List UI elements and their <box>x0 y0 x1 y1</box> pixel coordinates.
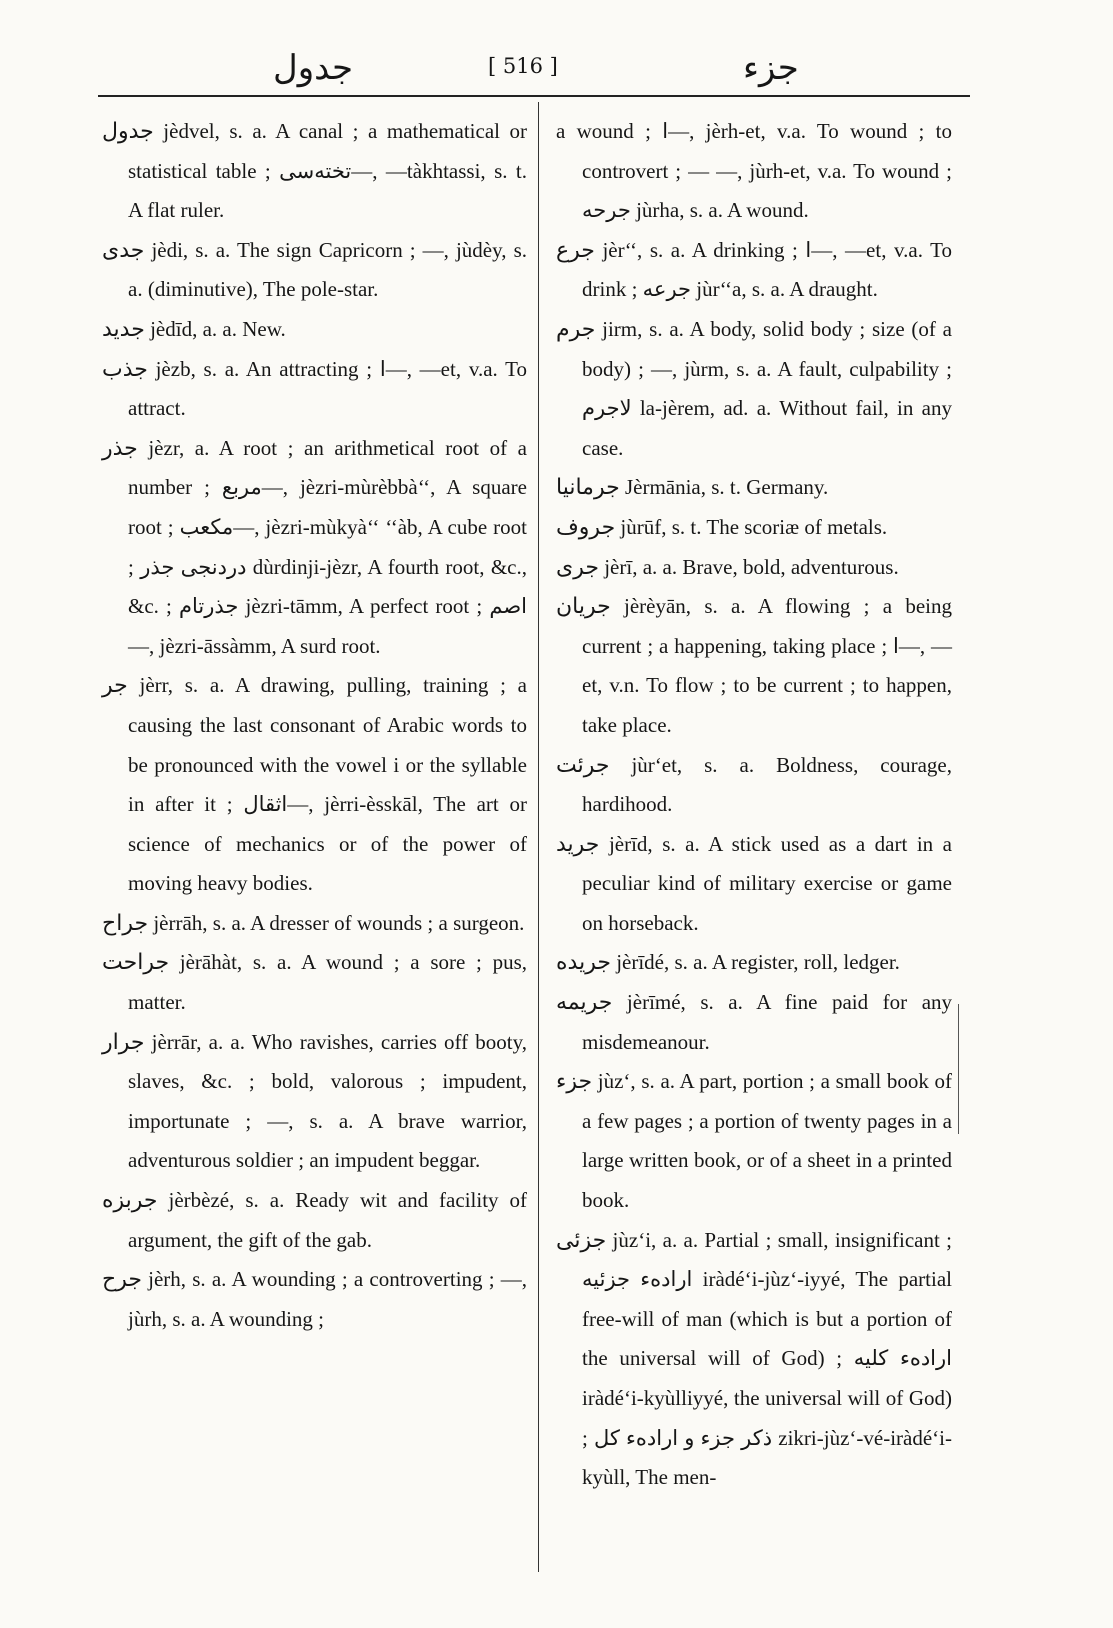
entry-text: jèrīd, s. a. A stick used as a dart in a peculiar kind of military exercise or game on horseback. <box>582 831 952 935</box>
entry-text: jèrīdé, s. a. A register, roll, ledger. <box>616 950 900 975</box>
entry-text: Jèrmānia, s. t. Germany. <box>624 475 829 500</box>
margin-mark <box>958 1004 959 1134</box>
entry-headword: جذب <box>102 356 148 382</box>
entry-text: jèrh, s. a. A wounding ; a controverting ; —, jùrh, s. a. A wounding ; <box>128 1267 527 1331</box>
entry-headword: جرمانيا <box>556 475 620 501</box>
dictionary-entry <box>556 1221 952 1498</box>
entry-text: jèzr, a. A root ; an arithmetical root of a number ; مربع—, jèzri-mùrèbbà‘‘, A square root ; مكعب—, jèzri-mùkyà‘‘ ‘‘àb, A cube root ; دردنجى جذر dùrdinji-jèzr, A fourth root, &c., &c. ; جذرتام jèzri-tāmm, A perfect root ; اصم—, jèzri-āssàmm, A surd root. <box>128 435 527 658</box>
dictionary-entry <box>556 310 952 468</box>
entry-text: jèrbèzé, s. a. Ready wit and facility of argument, the gift of the gab. <box>128 1188 528 1252</box>
dictionary-entry <box>102 429 527 667</box>
entry-text: jèr‘‘, s. a. A drinking ; ا—, —et, v.a. To drink ; جرعه jùr‘‘a, s. a. A draught. <box>582 237 952 302</box>
entry-headword: جرار <box>102 1029 145 1055</box>
dictionary-entry <box>556 587 952 745</box>
entry-headword: جروف <box>556 514 616 540</box>
dictionary-entry <box>102 1260 527 1339</box>
entry-headword: جر <box>102 673 128 699</box>
entry-headword: جربزه <box>102 1188 158 1214</box>
dictionary-entry <box>102 1023 527 1181</box>
entry-headword: جرح <box>102 1267 142 1293</box>
entry-headword: جزئى <box>556 1227 607 1253</box>
dictionary-entry <box>102 666 527 904</box>
page-number: [ 516 ] <box>488 54 558 78</box>
header-right-word: جزء <box>743 48 799 88</box>
dictionary-entry <box>556 943 952 983</box>
entry-text: jùr‘et, s. a. Boldness, courage, hardihood. <box>582 752 952 817</box>
dictionary-entry <box>556 548 952 588</box>
entry-text: a wound ; ا—, jèrh-et, v.a. To wound ; to controvert ; — —, jùrh-et, v.a. To wound ; جرحه jùrha, s. a. A wound. <box>556 119 952 223</box>
entry-headword: جراحت <box>102 950 170 976</box>
dictionary-entry <box>102 350 527 429</box>
entry-text: jèrr, s. a. A drawing, pulling, training ; a causing the last consonant of Arabic words to be pronounced with the vowel i or the syllable in after it ; اثقال—, jèrri-èsskāl, The art or science of mechanics or of the power of moving heavy bodies. <box>128 673 527 896</box>
dictionary-entry <box>102 904 527 944</box>
entry-headword: جرع <box>556 237 595 263</box>
dictionary-entry <box>102 943 527 1022</box>
dictionary-entry <box>556 468 952 508</box>
dictionary-entry <box>556 746 952 825</box>
entry-headword: جريده <box>556 950 611 976</box>
entry-headword: جريمه <box>556 990 613 1016</box>
dictionary-entry <box>556 508 952 548</box>
entry-headword: جديد <box>102 316 145 342</box>
entry-text: jèrīmé, s. a. A fine paid for any misdemeanour. <box>582 990 953 1054</box>
entry-text: jèrrār, a. a. Who ravishes, carries off booty, slaves, &c. ; bold, valorous ; impudent, importunate ; —, s. a. A brave warrior, adventurous soldier ; an impudent beggar. <box>128 1029 528 1173</box>
entry-headword: جرئت <box>556 752 610 778</box>
entry-text: jèdi, s. a. The sign Capricorn ; —, jùdèy, s. a. (diminutive), The pole-star. <box>128 237 527 302</box>
entry-headword: جرى <box>556 554 599 580</box>
dictionary-entry <box>556 1062 952 1220</box>
entry-text: jirm, s. a. A body, solid body ; size (of a body) ; —, jùrm, s. a. A fault, culpability ; لاجرم la-jèrem, ad. a. Without fail, in any case. <box>582 316 953 460</box>
column-divider <box>538 102 539 1572</box>
entry-headword: جراح <box>102 910 149 936</box>
entry-text: jèrrāh, s. a. A dresser of wounds ; a surgeon. <box>153 910 525 935</box>
right-column <box>556 112 952 1498</box>
entry-text: jèrī, a. a. Brave, bold, adventurous. <box>604 554 899 579</box>
dictionary-entry <box>102 310 527 350</box>
entry-text: jèzb, s. a. An attracting ; ا—, —et, v.a. To attract. <box>128 356 527 421</box>
entry-text: jèdvel, s. a. A canal ; a mathematical or statistical table ; تخته‌سى—, —tàkhtassi, s. t. A flat ruler. <box>128 119 527 223</box>
entry-headword: جدى <box>102 237 145 263</box>
dictionary-entry <box>556 825 952 944</box>
entry-headword: جريان <box>556 594 611 620</box>
entry-headword: جرم <box>556 316 596 342</box>
entry-text: jùz‘, s. a. A part, portion ; a small book of a few pages ; a portion of twenty pages in a large written book, or of a sheet in a printed book. <box>582 1069 953 1213</box>
dictionary-entry <box>556 231 952 310</box>
header-rule <box>98 95 970 97</box>
page-header <box>98 42 970 102</box>
dictionary-entry <box>556 983 952 1062</box>
entry-headword: جريد <box>556 831 600 857</box>
dictionary-entry <box>556 112 952 231</box>
header-left-word: جدول <box>273 48 353 88</box>
entry-text: jèrèyān, s. a. A flowing ; a being current ; a happening, taking place ; ا—, —et, v.n. To flow ; to be current ; to happen, take place. <box>582 594 953 737</box>
entry-text: jùrūf, s. t. The scoriæ of metals. <box>620 514 888 539</box>
entry-text: jèrāhàt, s. a. A wound ; a sore ; pus, matter. <box>128 950 528 1015</box>
entry-text: jèdīd, a. a. New. <box>150 316 286 341</box>
dictionary-entry <box>102 1181 527 1260</box>
entry-headword: جذر <box>102 435 138 461</box>
entry-text: jùz‘i, a. a. Partial ; small, insignificant ; اراده‌ء جزئيه iràdé‘i-jùz‘-iyyé, The partial free-will of man (which is but a portion of the universal will of God) ; اراده‌ء كليه iràdé‘i-kyùlliyyé, the universal will of God) ; ذكر جزء و اراده‌ء كل zikri-jùz‘-vé-iràdé‘i-kyùll, The men- <box>582 1227 952 1490</box>
entry-headword: جزء <box>556 1069 593 1095</box>
left-column <box>102 112 527 1339</box>
dictionary-entry <box>102 231 527 310</box>
entry-headword: جدول <box>102 119 154 144</box>
dictionary-entry <box>102 112 527 231</box>
